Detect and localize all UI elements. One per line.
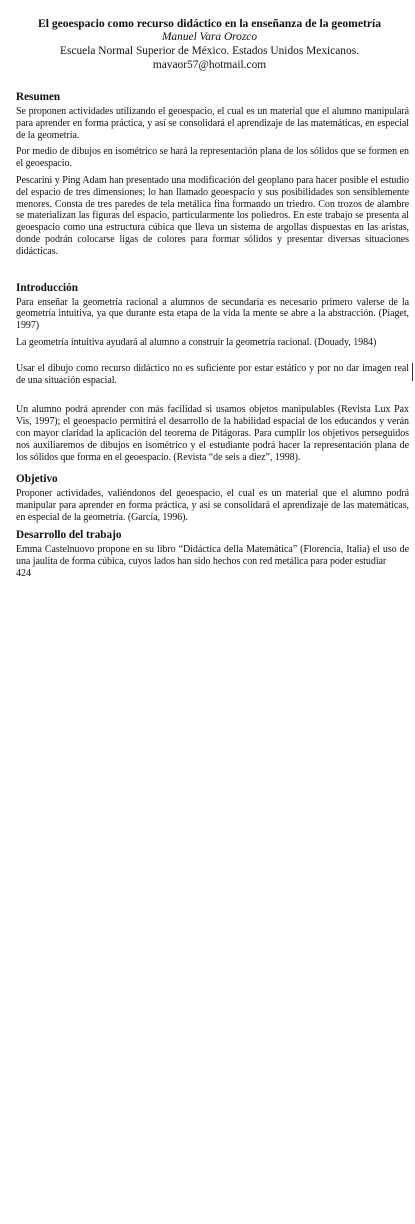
paper-author: Manuel Vara Orozco [161, 31, 258, 43]
section-resumen [16, 90, 409, 258]
introduccion-paragraph-3: Usar el dibujo como recurso didáctico no es suficiente por estar estático y por no dar imagen real de una situación espacial. [16, 362, 409, 386]
section-heading-resumen: Resumen [16, 91, 61, 103]
resumen-paragraph-3: Pescarini y Ping Adam han presentado una modificación del geoplano para hacer posible el estudio del espacio de tres dimensiones; lo han llamado geoespacio y sus posibilidades son sensiblemente menores. Consta de tres paredes de tela metálica fina formando un triedro. Con trozos de alambre se materializan las figuras del espacio, particularmente los poliedros. En este trabajo se presenta al geoespacio como una estructura cúbica que lleva un sistema de argollas dispuestas en las aristas, donde podrán colocarse ligas de colores para formar sólidos y presentar diversas situaciones didácticas. [16, 174, 409, 257]
section-heading-introduccion: Introducción [16, 281, 78, 294]
paper-header [16, 16, 403, 72]
introduccion-paragraph-2: La geometría intuitiva ayudará al alumno a construir la geometría racional. (Douady, 1984) [16, 336, 377, 348]
paper-title: El geoespacio como recurso didáctico en la enseñanza de la geometría [37, 17, 382, 30]
resumen-paragraph-2: Por medio de dibujos en isométrico se hará la representación plana de los sólidos que se formen en el geoespacio. [16, 146, 409, 170]
introduccion-paragraph-1: Para enseñar la geometría racional a alumnos de secundaria es necesario primero valerse de la geometría intuitiva, ya que durante esta etapa de la vida la mente se abre a la abstracción. (Piaget, 1997) [16, 296, 409, 332]
author-email: mavaor57@hotmail.com [152, 59, 267, 71]
section-heading-desarrollo: Desarrollo del trabajo [16, 528, 122, 541]
paper-affiliation: Escuela Normal Superior de México. Estados Unidos Mexicanos. [60, 45, 359, 57]
desarrollo-paragraph-1: Emma Castelnuovo propone en su libro “Didáctica della Matemática” (Florencia, Italia) el uso de una jaulita de forma cúbica, cuyos lados han sido hechos con red metálica para poder estudiar [16, 543, 409, 567]
section-heading-objetivo: Objetivo [16, 473, 58, 486]
section-desarrollo [16, 528, 409, 568]
page-number: 424 [16, 568, 31, 580]
objetivo-paragraph-1: Proponer actividades, valiéndonos del geoespacio, el cual es un material que el alumno podrá manipular para aprender en forma práctica, y así se consolidará el aprendizaje de las matemáticas, en especial de la geometría. (García, 1996). [16, 488, 409, 523]
resumen-paragraph-1: Se proponen actividades utilizando el geoespacio, el cual es un material que el alumno manipulará para aprender en forma práctica, y así se consolidará el aprendizaje de las matemáticas, en especial de la geometría. [16, 106, 409, 141]
margin-mark [412, 363, 413, 381]
section-objetivo [16, 472, 409, 523]
section-introduccion [16, 281, 409, 464]
introduccion-paragraph-4: Un alumno podrá aprender con más facilidad si usamos objetos manipulables (Revista Lux Pax Vis, 1997); el geoespacio permitirá el desarrollo de la habilidad espacial de los educandos y verán con mayor claridad la aplicación del teorema de Pitágoras. Para cumplir los objetivos perseguidos nos auxiliaremos de dibujos en isométrico y el estudiante podrá hacer la representación plana de los sólidos que forma en el geoespacio. (Revista “de seis a diez”, 1998). [16, 404, 409, 463]
